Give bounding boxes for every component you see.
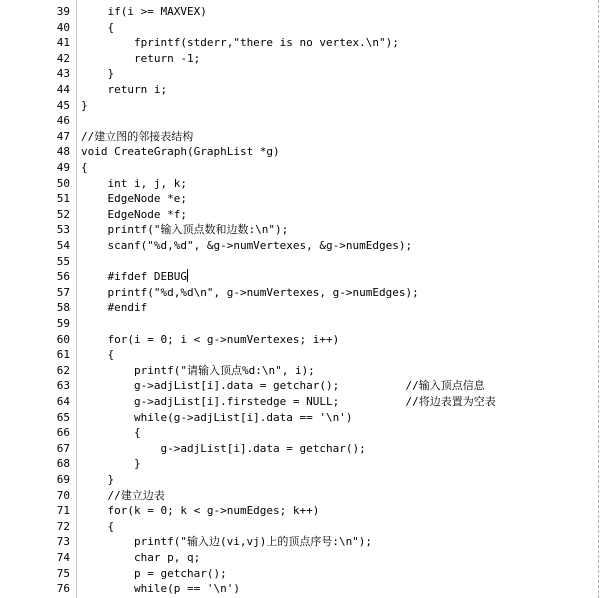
line-code-text[interactable] — [81, 238, 412, 253]
line-number: 46 — [56, 114, 70, 128]
code-line[interactable] — [0, 285, 598, 300]
code-line[interactable] — [0, 581, 598, 596]
line-code-text[interactable] — [81, 144, 280, 159]
code-line[interactable] — [0, 347, 598, 362]
code-line[interactable] — [0, 488, 598, 503]
code-line[interactable] — [0, 378, 598, 393]
line-code-text[interactable] — [81, 441, 366, 456]
line-code-text[interactable] — [81, 285, 419, 300]
code-text: g->adjList[i].data = getchar(); //输入顶点信息 — [81, 379, 485, 393]
line-code-text[interactable] — [81, 363, 315, 378]
code-line[interactable] — [0, 441, 598, 456]
line-code-text[interactable] — [81, 20, 114, 35]
code-line[interactable] — [0, 4, 598, 19]
code-text: printf("请输入顶点%d:\n", i); — [81, 363, 315, 377]
line-code-text[interactable] — [81, 456, 141, 471]
line-number: 70 — [56, 488, 70, 502]
line-number: 59 — [56, 317, 70, 330]
code-text: char p, q; — [81, 551, 201, 564]
code-text: g->adjList[i].firstedge = NULL; //将边表置为空表 — [81, 395, 496, 408]
line-code-text[interactable] — [81, 98, 88, 113]
line-number: 73 — [56, 535, 70, 549]
line-code-text[interactable] — [81, 66, 114, 81]
line-number: 60 — [56, 332, 70, 346]
code-text: printf("%d,%d\n", g->numVertexes, g->numEdges); — [81, 285, 419, 299]
line-code-text[interactable] — [81, 503, 319, 518]
code-text: EdgeNode *f; — [81, 207, 187, 221]
code-line[interactable] — [0, 35, 598, 50]
code-line[interactable] — [0, 410, 598, 425]
line-number: 62 — [56, 363, 70, 377]
code-text: for(i = 0; i < g->numVertexes; i++) — [81, 332, 340, 346]
code-line[interactable] — [0, 98, 598, 113]
line-code-text[interactable] — [81, 410, 353, 425]
code-line[interactable] — [0, 129, 598, 144]
code-line[interactable] — [0, 66, 598, 81]
code-line[interactable] — [0, 394, 598, 409]
line-number: 55 — [56, 254, 70, 268]
line-number: 67 — [56, 441, 70, 455]
line-number: 75 — [56, 566, 70, 580]
line-number: 50 — [56, 176, 70, 190]
line-code-text[interactable] — [81, 488, 165, 503]
line-code-text[interactable] — [81, 35, 399, 50]
line-code-text[interactable] — [81, 394, 496, 409]
code-line[interactable] — [0, 566, 598, 581]
line-code-text[interactable] — [81, 378, 485, 393]
line-number: 65 — [56, 410, 70, 424]
code-line[interactable] — [0, 82, 598, 97]
code-line[interactable] — [0, 550, 598, 565]
line-number: 72 — [56, 519, 70, 533]
code-text: { — [81, 519, 115, 533]
code-text: } — [81, 457, 141, 471]
code-line[interactable] — [0, 207, 598, 222]
code-line[interactable] — [0, 51, 598, 66]
text-caret — [187, 269, 188, 282]
code-text: while(p == '\n') — [81, 582, 240, 596]
line-code-text[interactable] — [81, 129, 193, 144]
code-text: fprintf(stderr,"there is no vertex.\n"); — [81, 36, 399, 50]
line-code-text[interactable] — [81, 176, 187, 191]
line-code-text[interactable] — [81, 300, 147, 315]
line-code-text[interactable] — [81, 332, 339, 347]
line-number: 57 — [56, 285, 70, 299]
code-line[interactable] — [0, 20, 598, 35]
line-number: 47 — [56, 129, 70, 143]
line-number: 54 — [56, 239, 70, 252]
code-text: #ifdef DEBUG — [81, 270, 187, 284]
line-code-text[interactable] — [81, 472, 114, 487]
code-text: #endif — [81, 301, 148, 315]
code-text: } — [81, 98, 88, 112]
line-number: 42 — [56, 51, 70, 65]
line-number: 64 — [56, 395, 70, 408]
code-line[interactable] — [0, 254, 598, 269]
code-text: //建立图的邻接表结构 — [81, 129, 194, 143]
code-line[interactable] — [0, 300, 598, 315]
line-number: 41 — [56, 36, 70, 50]
code-text: if(i >= MAXVEX) — [81, 5, 207, 18]
line-code-text[interactable] — [81, 347, 114, 362]
code-text: void CreateGraph(GraphList *g) — [81, 145, 280, 159]
line-number: 71 — [56, 504, 70, 518]
line-code-text[interactable] — [81, 550, 200, 565]
code-text: p = getchar(); — [81, 566, 227, 580]
line-number: 49 — [56, 161, 70, 174]
line-number: 68 — [56, 457, 70, 471]
line-number: 40 — [56, 20, 70, 34]
code-text: { — [81, 161, 88, 174]
line-code-text[interactable] — [81, 269, 188, 284]
line-number: 66 — [56, 426, 70, 440]
line-number: 63 — [56, 379, 70, 393]
line-number: 51 — [56, 192, 70, 206]
line-number: 43 — [56, 67, 70, 81]
code-line[interactable] — [0, 363, 598, 378]
line-code-text[interactable] — [81, 566, 227, 581]
line-number: 74 — [56, 551, 70, 564]
code-text: } — [81, 473, 115, 486]
line-number: 61 — [56, 348, 70, 362]
line-code-text[interactable] — [81, 51, 200, 66]
code-line[interactable] — [0, 472, 598, 487]
code-line[interactable] — [0, 534, 598, 549]
code-line[interactable] — [0, 269, 598, 284]
line-code-text[interactable] — [81, 581, 240, 596]
code-text: EdgeNode *e; — [81, 192, 187, 206]
code-text: printf("输入边(vi,vj)上的顶点序号:\n"); — [81, 535, 373, 549]
code-text: printf("输入顶点数和边数:\n"); — [81, 223, 289, 237]
code-line[interactable] — [0, 160, 598, 175]
code-text: scanf("%d,%d", &g->numVertexes, &g->numEdges); — [81, 239, 413, 252]
line-number: 69 — [56, 473, 70, 486]
code-text: } — [81, 67, 115, 81]
line-number: 39 — [56, 5, 70, 18]
code-text: g->adjList[i].data = getchar(); — [81, 441, 366, 455]
code-text: for(k = 0; k < g->numEdges; k++) — [81, 504, 320, 518]
line-code-text[interactable] — [81, 191, 187, 206]
code-line[interactable] — [0, 144, 598, 159]
line-number: 76 — [56, 582, 70, 596]
code-line[interactable] — [0, 519, 598, 534]
right-margin-guide — [598, 0, 599, 598]
line-number: 52 — [56, 207, 70, 221]
line-number: 58 — [56, 301, 70, 315]
line-code-text[interactable] — [81, 534, 372, 549]
code-text: int i, j, k; — [81, 176, 187, 190]
code-line[interactable] — [0, 176, 598, 191]
code-line[interactable] — [0, 222, 598, 237]
line-code-text[interactable] — [81, 222, 288, 237]
code-line[interactable] — [0, 113, 598, 128]
code-text: return i; — [81, 83, 168, 96]
code-line[interactable] — [0, 456, 598, 471]
line-code-text[interactable] — [81, 207, 187, 222]
line-number: 48 — [56, 145, 70, 159]
line-code-text[interactable] — [81, 519, 114, 534]
line-code-text[interactable] — [81, 160, 88, 175]
line-code-text[interactable] — [81, 4, 207, 19]
line-number: 45 — [56, 98, 70, 112]
code-line[interactable] — [0, 332, 598, 347]
code-text: { — [81, 348, 115, 362]
code-text: { — [81, 426, 141, 440]
line-number: 53 — [56, 223, 70, 237]
code-line[interactable] — [0, 191, 598, 206]
code-text: while(g->adjList[i].data == '\n') — [81, 410, 353, 424]
line-code-text[interactable] — [81, 425, 141, 440]
code-text: //建立边表 — [81, 488, 165, 502]
code-line[interactable] — [0, 316, 598, 331]
line-number: 56 — [56, 270, 70, 284]
code-line[interactable] — [0, 503, 598, 518]
code-text: { — [81, 20, 115, 34]
code-text: return -1; — [81, 51, 201, 65]
line-number: 44 — [56, 83, 70, 96]
code-line[interactable] — [0, 238, 598, 253]
code-line[interactable] — [0, 425, 598, 440]
line-code-text[interactable] — [81, 82, 167, 97]
